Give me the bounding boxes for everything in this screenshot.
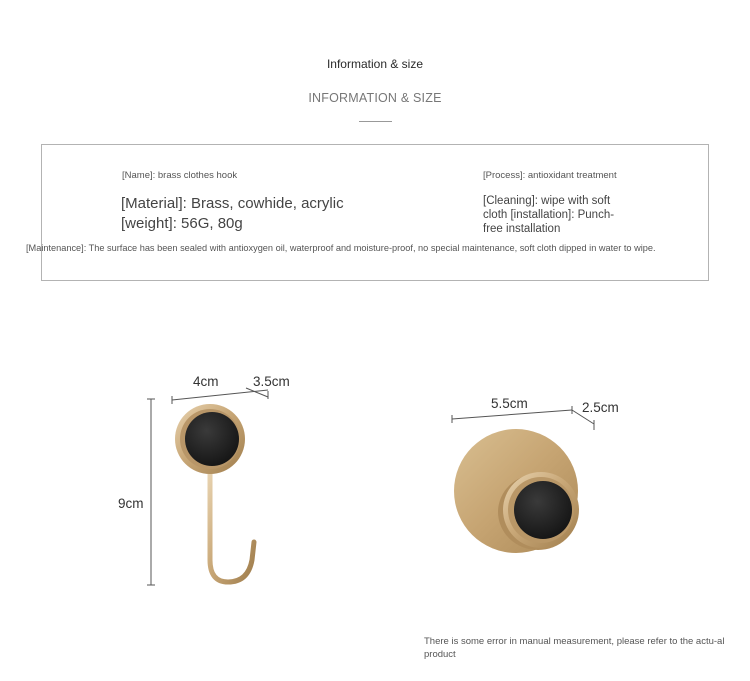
hook-product: [147, 388, 268, 585]
depth-label: 3.5cm: [253, 374, 290, 389]
name-text: [Name]: brass clothes hook: [122, 170, 238, 181]
section-subtitle: INFORMATION & SIZE: [308, 91, 442, 105]
hook-wire: [210, 470, 254, 582]
section-title: Information & size: [326, 57, 424, 71]
process-text: [Process]: antioxidant treatment: [483, 170, 617, 181]
round-hook-product: [452, 406, 594, 553]
depth-dimension-line: [246, 388, 268, 397]
leather-insert-2: [514, 481, 572, 539]
leather-insert: [185, 412, 239, 466]
measurement-note: There is some error in manual measurement, please refer to the actu-al product: [424, 636, 725, 660]
width-label-2: 5.5cm: [491, 396, 528, 411]
cleaning-text: [Cleaning]: wipe with soft cloth [installation]: Punch-free installation: [483, 195, 615, 235]
height-label: 9cm: [118, 496, 144, 511]
maintenance-text: [Maintenance]: The surface has been sealed with antioxygen oil, waterproof and moisture-proof, no special maintenance, soft cloth dipped in water to wipe.: [26, 243, 656, 253]
width-label: 4cm: [193, 374, 219, 389]
depth-label-2: 2.5cm: [582, 400, 619, 415]
material-text: [Material]: Brass, cowhide, acrylic [weight]: 56G, 80g: [121, 195, 344, 232]
width-dimension-line-2: [452, 410, 572, 419]
